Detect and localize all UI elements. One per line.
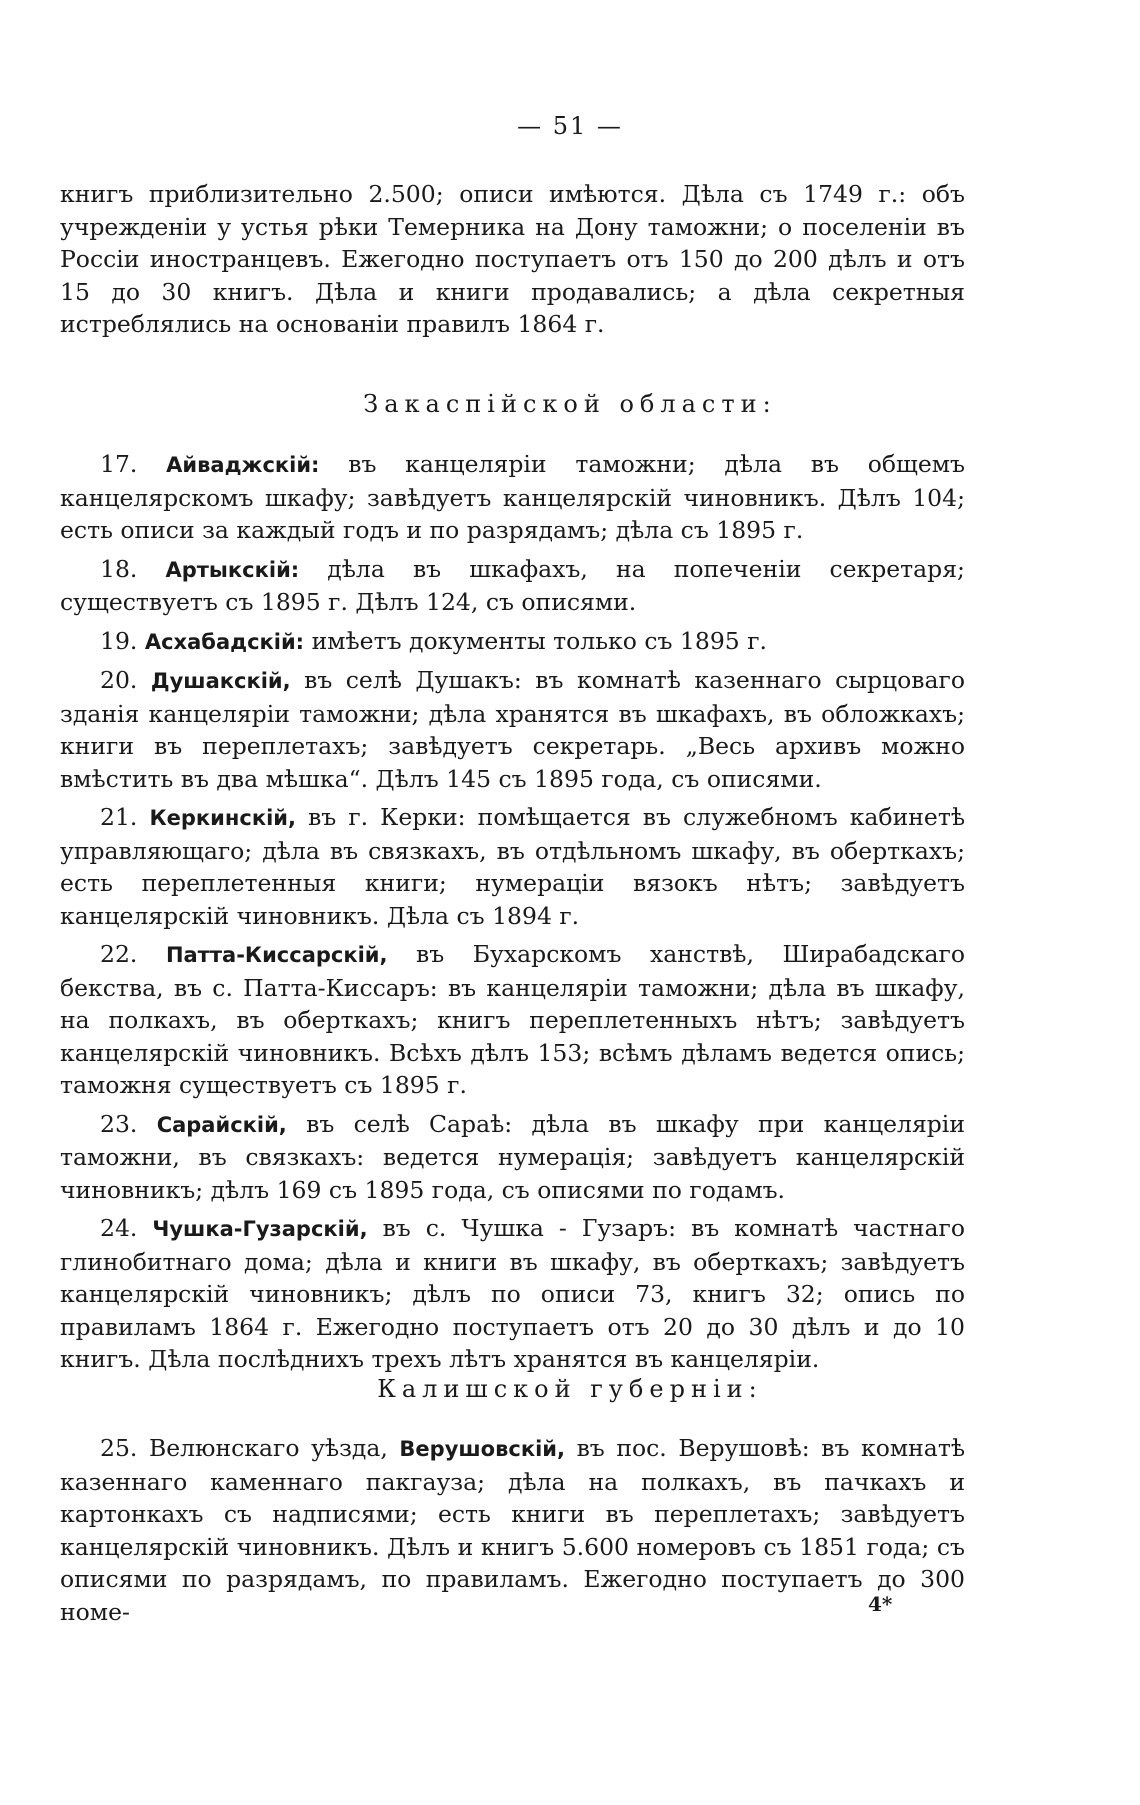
signature-mark: 4* <box>868 1592 893 1616</box>
section-entries-transcaspian <box>60 448 965 1382</box>
entry-20: 20. Душакскій, въ селѣ Душакъ: въ комнатѣ казеннаго сырцоваго зданія канцеляріи таможни; дѣла хранятся въ шкафахъ, въ обложкахъ; книги въ переплетахъ; завѣдуетъ секретарь. „Весь архивъ можно вмѣстить въ два мѣшка“. Дѣлъ 145 съ 1895 года, съ описями. <box>60 666 965 793</box>
section-heading-transcaspian: Закаспійской области: <box>363 390 777 418</box>
entry-name: Сарайскій, <box>156 1112 287 1137</box>
intro-paragraph: книгъ приблизительно 2.500; описи имѣются. Дѣла съ 1749 г.: объ учрежденіи у устья рѣки Темерника на Дону таможни; о поселеніи въ Россіи иностранцевъ. Ежегодно поступаетъ отъ 150 до 200 дѣлъ и отъ 15 до 30 книгъ. Дѣла и книги продавались; а дѣла секретныя истреблялись на основаніи правилъ 1864 г. <box>60 180 965 338</box>
entry-name: Патта-Киссарскій, <box>165 943 388 967</box>
section-entries-kalisz <box>60 1432 965 1634</box>
entry-name: Артыкскій: <box>165 557 300 582</box>
entry-22: 22. Патта-Киссарскій, въ Бухарскомъ ханствѣ, Ширабадскаго бекства, въ с. Патта-Киссаръ: въ канцеляріи таможни; дѣла въ шкафу, на полкахъ, въ оберткахъ; книгъ переплетенныхъ нѣтъ; завѣдуетъ канцелярскій чиновникъ. Всѣхъ дѣлъ 153; всѣмъ дѣламъ ведется опись; таможня существуетъ съ 1895 г. <box>60 940 965 1099</box>
entry-name: Асхабадскій: <box>144 629 305 654</box>
entry-name: Керкинскій, <box>149 806 296 830</box>
entry-24: 24. Чушка-Гузарскій, въ с. Чушка - Гузаръ: въ комнатѣ частнаго глинобитнаго дома; дѣла и книги въ шкафу, въ оберткахъ; завѣдуетъ канцелярскій чиновникъ; дѣлъ по описи 73, книгъ 32; опись по правиламъ 1864 г. Ежегодно поступаетъ отъ 20 до 30 дѣлъ и до 10 книгъ. Дѣла послѣднихъ трехъ лѣтъ хранятся въ канцеляріи. <box>60 1214 965 1373</box>
entry-25: 25. Велюнскаго уѣзда, Верушовскій, въ пос. Верушовѣ: въ комнатѣ казеннаго каменнаго пакгауза; дѣла на полкахъ, въ пачкахъ и картонкахъ съ надписями; есть книги въ переплетахъ; завѣдуетъ канцелярскій чиновникъ. Дѣлъ и книгъ 5.600 номеровъ съ 1851 года; съ описями по разрядамъ, по правиламъ. Ежегодно поступаетъ до 300 номе- <box>60 1434 965 1626</box>
page-number: — 51 — <box>517 112 623 140</box>
section-heading-kalisz: Калишской губерніи: <box>377 1375 763 1403</box>
entry-17: 17. Айваджскій: въ канцеляріи таможни; дѣла въ общемъ канцелярскомъ шкафу; завѣдуетъ канцелярскій чиновникъ. Дѣлъ 104; есть описи за каждый годъ и по разрядамъ; дѣла съ 1895 г. <box>60 450 965 544</box>
entry-name: Душакскій, <box>150 669 291 693</box>
entry-name: Чушка-Гузарскій, <box>152 1217 368 1241</box>
entry-21: 21. Керкинскій, въ г. Керки: помѣщается въ служебномъ кабинетѣ управляющаго; дѣла въ связкахъ, въ отдѣльномъ шкафу, въ оберткахъ; есть переплетенныя книги; нумераціи вязокъ нѣтъ; завѣдуетъ канцелярскій чиновникъ. Дѣла съ 1894 г. <box>60 803 965 930</box>
entry-19: 19. Асхабадскій: имѣетъ документы только съ 1895 г. <box>100 626 767 655</box>
entry-23: 23. Сарайскій, въ селѣ Сараѣ: дѣла въ шкафу при канцеляріи таможни, въ связкахъ: ведется нумерація; завѣдуетъ канцелярскій чиновникъ; дѣлъ 169 съ 1895 года, съ описями по годамъ. <box>60 1109 965 1204</box>
entry-18: 18. Артыкскій: дѣла въ шкафахъ, на попеченіи секретаря; существуетъ съ 1895 г. Дѣлъ 124, съ описями. <box>60 554 965 616</box>
entry-name: Айваджскій: <box>166 453 320 477</box>
entry-name: Верушовскій, <box>399 1437 565 1461</box>
